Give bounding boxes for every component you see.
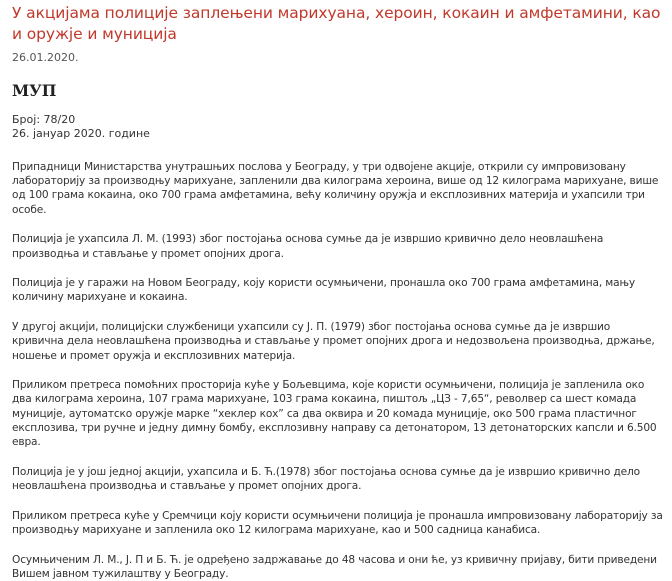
article-body [12, 160, 664, 581]
document-meta [12, 113, 664, 141]
article-source-heading: МУП [12, 81, 57, 100]
paragraph: У другој акцији, полицијски службеници ухапсили су Ј. П. (1979) због постојања основа сумње да је извршио кривична дела неовлашћена производња и стављање у промет опојних дрога и недозвољена производња, држање, ношење и промет оружја и експлозивних материја. [12, 321, 655, 362]
paragraph: Приликом претреса помоћних просторија куће у Бољевцима, које користи осумњичени, полиција је запленила око два килограма хероина, 107 грама марихуане, 103 грама кокаина, пиштољ „ЦЗ - 7,65“, револвер са шест комада муниције, аутоматско оружје марке “хеклер кох” са два оквира и 20 комада муниције, око 500 грама пластичног експлозива, три ручне и једну димну бомбу, експлозивну направу са детонатором, 13 детонаторских капсли и 6.500 евра. [12, 379, 657, 449]
paragraph: Полиција је у гаражи на Новом Београду, коју користи осумњичени, пронашла око 700 грама амфетамина, мању количину марихуане и кокаина. [12, 277, 635, 304]
paragraph: Полиција је ухапсила Л. М. (1993) због постојања основа сумње да је извршио кривично дело неовлашћена производња и стављање у промет опојних дрога. [12, 233, 604, 260]
paragraph: Полиција је у још једној акцији, ухапсила и Б. Ћ.(1978) због постојања основа сумње да је извршио кривично дело неовлашћена производња и стављање у промет опојних дрога. [12, 465, 640, 492]
document-date: 26. јануар 2020. године [12, 127, 150, 140]
article [12, 0, 664, 581]
article-title: У акцијама полиције заплењени марихуана, хероин, кокаин и амфетамини, као и оружје и муниција [12, 4, 661, 43]
paragraph: Приликом претреса куће у Сремчици коју користи осумњичени полиција је пронашла импровизовану лабораторију за производњу марихуане и запленила око 12 килограма марихуане, као и 500 садница канабиса. [12, 509, 663, 536]
document-number: Број: 78/20 [12, 113, 76, 126]
paragraph: Осумњиченим Л. М., Ј. П и Б. Ћ. је одређено задржавање до 48 часова и они ће, уз кривичну пријаву, бити приведени Вишем јавном тужилаштву у Београду. [12, 553, 657, 580]
paragraph: Припадници Министарства унутрашњих послова у Београду, у три одвојене акције, открили су импровизовану лабораторију за производњу марихуане, запленили два килограма хероина, више од 12 килограма марихуане, више од 100 грама кокаина, око 700 грама амфетамина, већу количину оружја и експлозивних материја и ухапсили три особе. [12, 161, 659, 216]
article-date: 26.01.2020. [12, 51, 79, 64]
